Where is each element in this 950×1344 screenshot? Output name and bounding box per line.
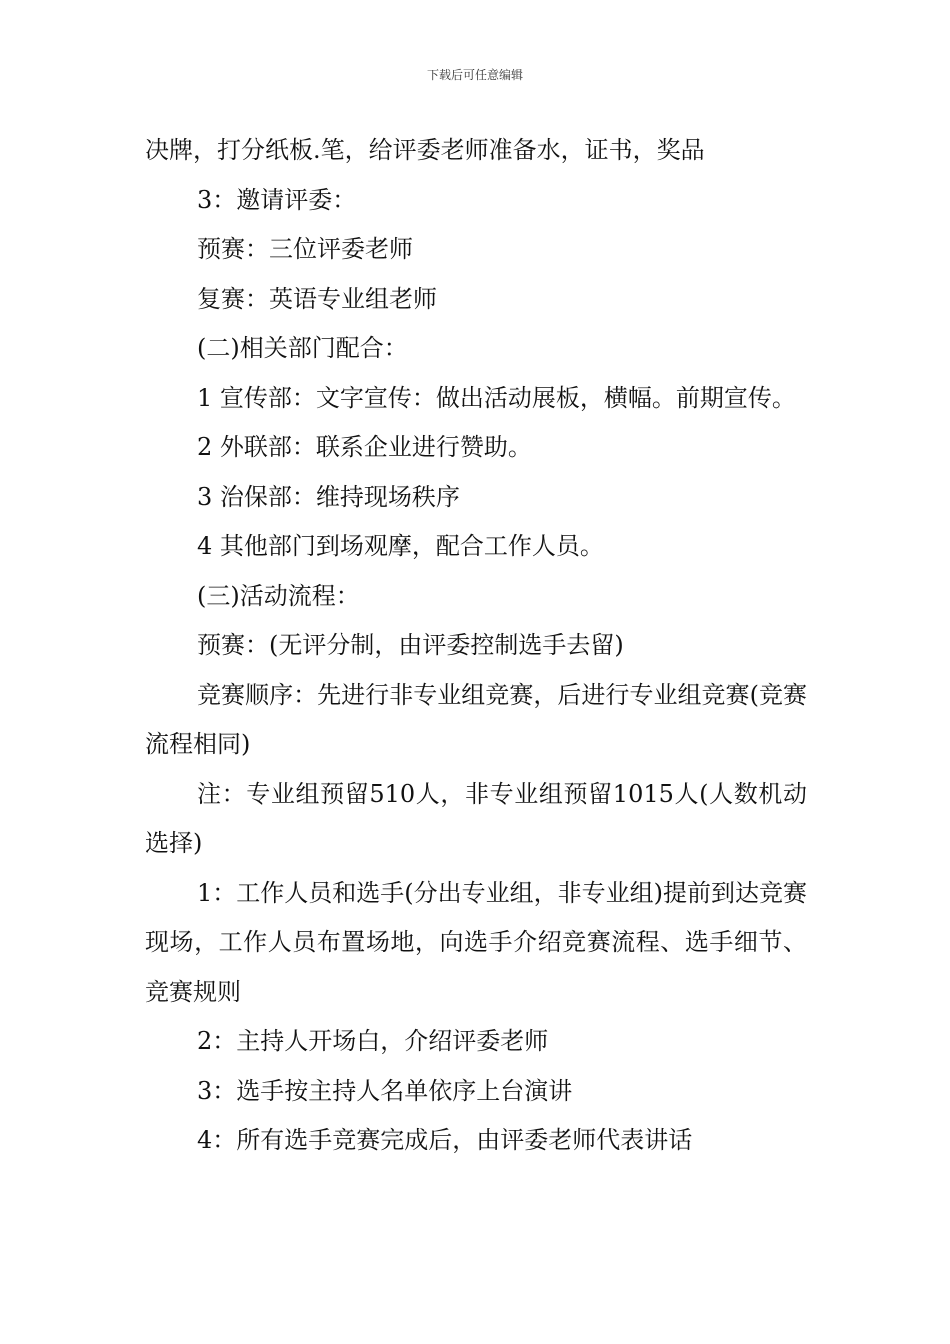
document-body (145, 126, 807, 1166)
paragraph-16: 3：选手按主持人名单依序上台演讲 (197, 1076, 573, 1105)
paragraph-17: 4：所有选手竞赛完成后，由评委老师代表讲话 (197, 1126, 693, 1154)
paragraph-6: 1 宣传部：文字宣传：做出活动展板，横幅。前期宣传。 (197, 383, 796, 412)
paragraph-14: 1：工作人员和选手(分出专业组，非专业组)提前到达竞赛现场，工作人员布置场地，向选手介绍竞赛流程、选手细节、竞赛规则 (145, 878, 807, 1006)
paragraph-5: (二)相关部门配合： (197, 334, 408, 362)
paragraph-13: 注：专业组预留510人，非专业组预留1015人(人数机动选择) (145, 779, 807, 857)
paragraph-8: 3 治保部：维持现场秩序 (197, 482, 460, 511)
paragraph-11: 预赛：(无评分制，由评委控制选手去留) (197, 631, 624, 659)
paragraph-2: 3：邀请评委： (197, 185, 357, 214)
paragraph-15: 2：主持人开场白，介绍评委老师 (197, 1027, 549, 1055)
paragraph-1: 决牌，打分纸板.笔，给评委老师准备水，证书，奖品 (145, 136, 705, 164)
paragraph-12: 竞赛顺序：先进行非专业组竞赛，后进行专业组竞赛(竞赛流程相同) (145, 680, 807, 758)
paragraph-10: (三)活动流程： (197, 581, 360, 610)
page-header: 下载后可任意编辑 (426, 68, 523, 82)
paragraph-3: 预赛：三位评委老师 (197, 235, 413, 263)
paragraph-7: 2 外联部：联系企业进行赞助。 (197, 433, 532, 461)
paragraph-4: 复赛：英语专业组老师 (197, 284, 437, 313)
paragraph-9: 4 其他部门到场观摩，配合工作人员。 (197, 532, 604, 560)
